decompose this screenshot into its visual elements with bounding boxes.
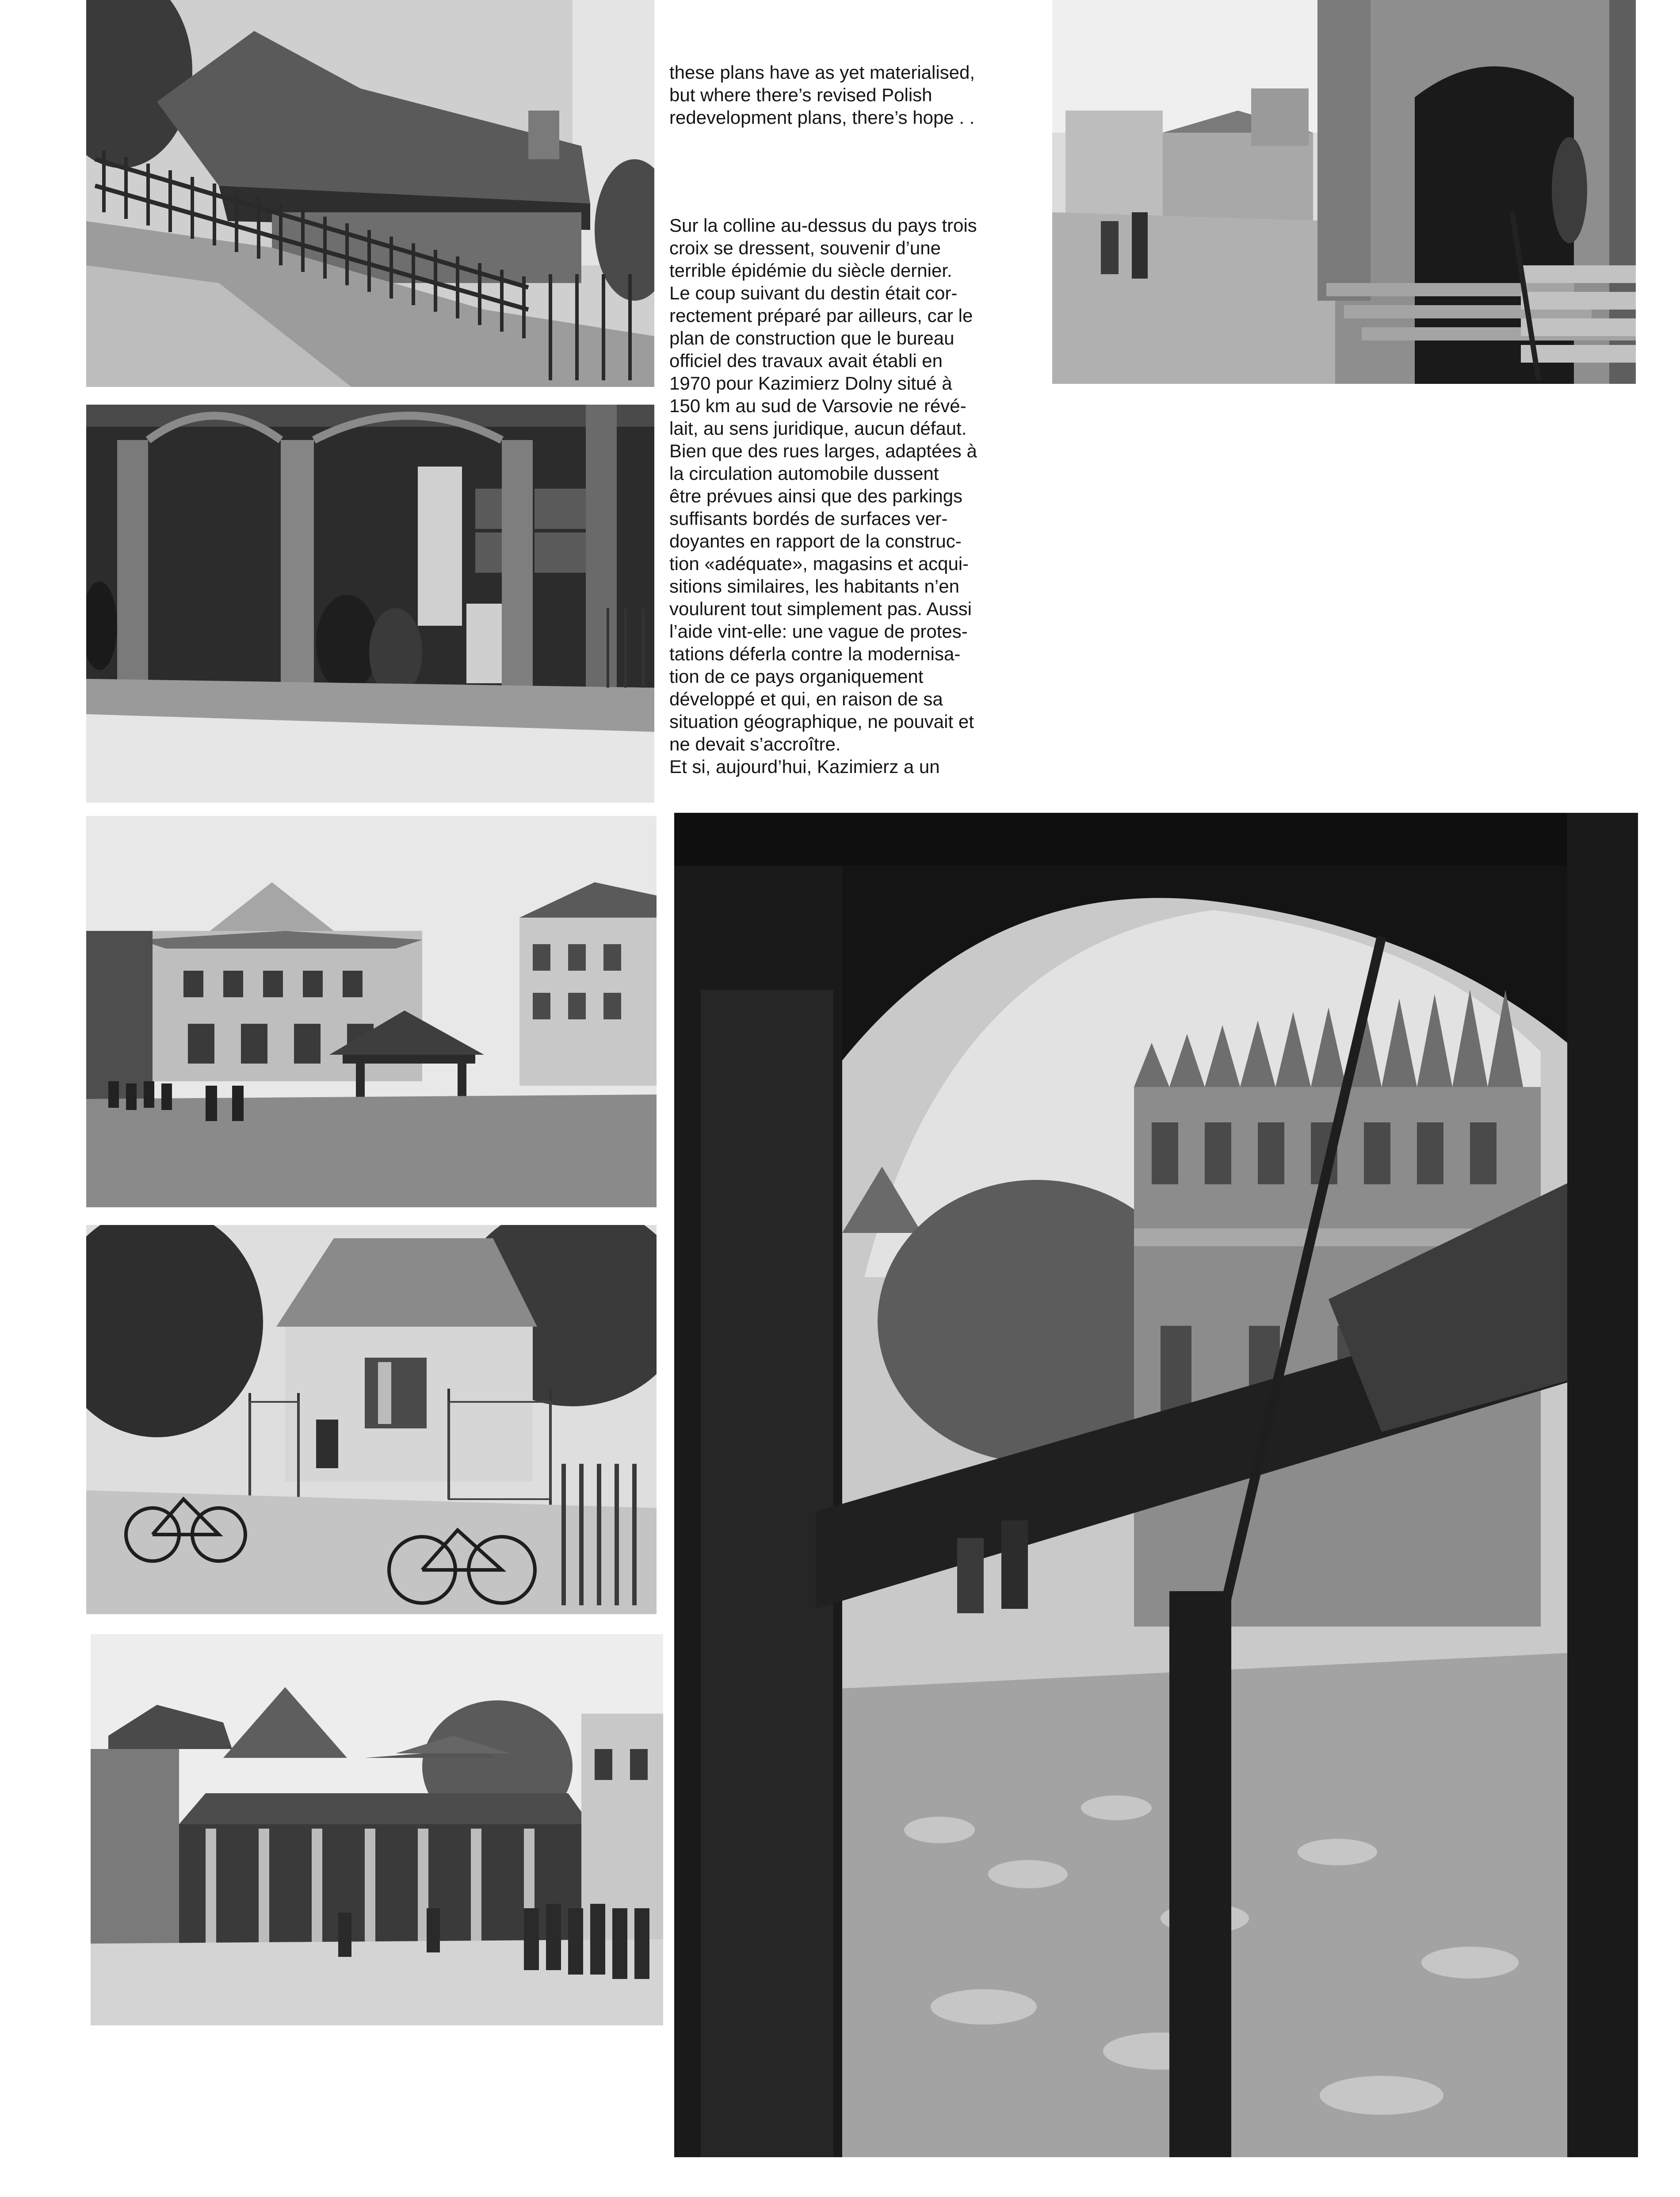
english-text-fragment: these plans have as yet materialised, but where there’s revised Polish redevelopment plans, there’s hope . . <box>669 62 975 128</box>
photo-arcade-porch <box>86 405 654 803</box>
french-article-text: Sur la colline au-dessus du pays trois croix se dressent, souvenir d’une terrible épidémie du siècle dernier. Le coup suivant du destin était cor- rectement préparé par ailleurs, car le plan de construction que le bureau officiel des travaux avait établi en 1970 pour Kazimierz Dolny situé à 150 km au sud de Varsovie ne révé- lait, au sens juridique, aucun défaut. Bien que des rues larges, adaptées à la circulation automobile dussent être prévues ainsi que des parkings suffisants bordés de surfaces ver- doyantes en rapport de la construc- tion «adéquate», magasins et acqui- sitions similaires, les habitants n’en voulurent tout simplement pas. Aussi l’aide vint-elle: une vague de protes- tations déferla contre la modernisa- tion de ce pays organiquement développé et qui, en raison de sa situation géographique, ne pouvait et ne devait s’accroître. Et si, aujourd’hui, Kazimierz a un <box>669 215 977 777</box>
photo-town-square-corner <box>1052 0 1636 384</box>
photo-market-halls <box>91 1634 663 2025</box>
photo-house-bicycles <box>86 1225 657 1614</box>
photo-market-square-well <box>86 816 657 1207</box>
photo-wooden-house-fence <box>86 0 654 387</box>
photo-arch-renaissance-facade <box>674 813 1638 2157</box>
